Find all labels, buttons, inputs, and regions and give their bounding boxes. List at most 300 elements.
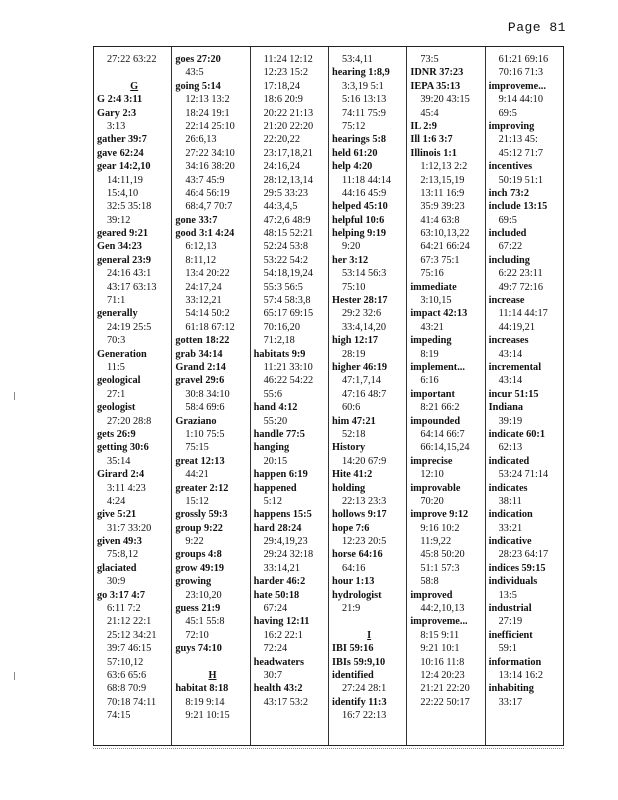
index-term: imprecise: [410, 455, 453, 467]
index-reference: 63:6 65:6: [107, 669, 147, 681]
index-reference: 53:22 54:2: [263, 254, 308, 266]
index-reference: 27:22 34:10: [185, 147, 235, 159]
index-term: gave 62:24: [97, 147, 144, 159]
index-reference: 5:12: [263, 495, 282, 507]
index-term: happens 15:5: [253, 509, 312, 521]
index-reference: 45:4: [420, 107, 439, 119]
index-term: hope 7:6: [331, 522, 370, 534]
footer-rule: [93, 748, 564, 749]
index-term: Hester 28:17: [331, 295, 388, 307]
index-reference: 14:11,19: [107, 174, 143, 186]
index-reference: 75:16: [420, 268, 444, 280]
index-term: indicate 60:1: [488, 428, 545, 440]
index-term: Ill 1:6 3:7: [410, 134, 453, 146]
index-column-2: [172, 47, 250, 745]
index-term: Gen 34:23: [97, 241, 142, 253]
margin-mark-bottom: [14, 672, 21, 680]
index-reference: 12:13 13:2: [185, 94, 230, 106]
index-reference: 22:22 50:17: [420, 696, 470, 708]
index-term: geared 9:21: [97, 228, 148, 240]
index-reference: 27:24 28:1: [341, 683, 387, 695]
index-term: geologist: [97, 402, 136, 414]
index-reference: 52:24 53:8: [263, 241, 308, 253]
index-reference: 27:1: [107, 388, 126, 400]
index-term: hollows 9:17: [331, 509, 387, 521]
index-term: guys 74:10: [175, 643, 222, 655]
margin-mark-top: [14, 392, 21, 400]
index-reference: 18:6 20:9: [263, 94, 303, 106]
index-term: History: [331, 442, 366, 454]
index-reference: 17:18,24: [263, 80, 300, 92]
index-term: her 3:12: [331, 254, 369, 266]
index-term: IDNR 37:23: [410, 67, 464, 79]
index-reference: 63:10,13,22: [420, 228, 470, 240]
index-reference: 44:2,10,13: [420, 603, 465, 615]
index-term: held 61:20: [331, 147, 378, 159]
index-reference: 67:24: [263, 603, 288, 615]
index-reference: 30:9: [107, 576, 126, 588]
index-reference: 41:4 63:8: [420, 214, 460, 226]
spacer: [97, 66, 171, 79]
index-reference: 13:11 16:9: [420, 187, 465, 199]
index-term: great 12:13: [175, 455, 225, 467]
index-reference: 47:1,7,14: [341, 375, 381, 387]
index-reference: 72:10: [185, 629, 209, 641]
word-index-table: [93, 46, 564, 746]
index-reference: 27:20 28:8: [107, 415, 152, 427]
index-term: indication: [488, 509, 533, 521]
index-term: indicates: [488, 482, 528, 494]
index-term: IBIs 59:9,10: [331, 656, 386, 668]
index-reference: 43:17 53:2: [263, 696, 308, 708]
index-reference: 70:3: [107, 335, 126, 347]
index-reference: 24:17,24: [185, 281, 222, 293]
index-reference: 5:16 13:13: [341, 94, 387, 106]
index-column-6: [486, 47, 563, 745]
index-reference: 2:13,15,19: [420, 174, 465, 186]
index-reference: 69:5: [498, 107, 517, 119]
index-term: indices 59:15: [488, 562, 546, 574]
index-reference: 20:15: [263, 455, 288, 467]
index-reference: 39:7 46:15: [107, 643, 152, 655]
index-term: inefficient: [488, 629, 533, 641]
index-term: Indiana: [488, 402, 523, 414]
index-term: hour 1:13: [331, 576, 375, 588]
index-reference: 8:11,12: [185, 254, 217, 266]
index-term: increases: [488, 335, 529, 347]
index-term: headwaters: [253, 656, 304, 668]
index-term: horse 64:16: [331, 549, 383, 561]
index-reference: 11:14 44:17: [498, 308, 548, 320]
index-reference: 9:20: [341, 241, 361, 253]
index-reference: 58:4 69:6: [185, 402, 225, 414]
index-term: growing: [175, 576, 212, 588]
index-reference: 55:6: [263, 388, 282, 400]
index-reference: 3:3,19 5:1: [341, 80, 384, 92]
index-term: helpful 10:6: [331, 214, 385, 226]
index-reference: 21:20 22:20: [263, 120, 314, 132]
index-term: gets 26:9: [97, 428, 136, 440]
index-reference: 33:12,21: [185, 295, 222, 307]
index-term: Grand 2:14: [175, 361, 226, 373]
index-reference: 27:22 63:22: [107, 54, 157, 65]
index-term: improvable: [410, 482, 461, 494]
index-reference: 9:22: [185, 536, 204, 548]
index-reference: 13:4 20:22: [185, 268, 230, 280]
index-reference: 4:24: [107, 495, 126, 507]
index-term: holding: [331, 482, 366, 494]
index-reference: 35:9 39:23: [420, 201, 465, 213]
index-reference: 1:10 75:5: [185, 428, 225, 440]
index-term: impeding: [410, 335, 452, 347]
index-term: Gary 2:3: [97, 107, 137, 119]
index-reference: 39:19: [498, 415, 523, 427]
index-term: geological: [97, 375, 141, 387]
index-reference: 13:5: [498, 589, 517, 601]
index-term: industrial: [488, 603, 532, 615]
index-term: impact 42:13: [410, 308, 468, 320]
index-term: individuals: [488, 576, 538, 588]
index-term: implement...: [410, 361, 465, 373]
index-term: IBI 59:16: [331, 643, 374, 655]
index-reference: 64:14 66:7: [420, 428, 465, 440]
index-reference: 12:4 20:23: [420, 669, 465, 681]
index-reference: 33:4,14,20: [341, 321, 387, 333]
index-term: help 4:20: [331, 161, 373, 173]
index-reference: 53:4,11: [341, 54, 373, 65]
index-reference: 6:12,13: [185, 241, 217, 253]
index-term: grab 34:14: [175, 348, 223, 360]
index-term: IL 2:9: [410, 120, 437, 132]
index-term: happen 6:19: [253, 469, 308, 481]
index-term: hydrologist: [331, 589, 382, 601]
section-letter: [332, 629, 406, 642]
index-term: including: [488, 254, 530, 266]
index-term: IEPA 35:13: [410, 80, 461, 92]
index-reference: 16:7 22:13: [341, 710, 387, 722]
index-column-4: [329, 47, 407, 745]
page-number: Page 81: [507, 20, 566, 35]
index-term: indicative: [488, 536, 532, 548]
index-term: incentives: [488, 161, 533, 173]
index-term: health 43:2: [253, 683, 303, 695]
index-column-5: [407, 47, 485, 745]
index-reference: 33:21: [498, 522, 523, 534]
index-term: improveme...: [410, 616, 468, 628]
index-reference: 3:10,15: [420, 295, 452, 307]
index-reference: 28:19: [341, 348, 366, 360]
index-reference: 70:20: [420, 495, 444, 507]
index-reference: 28:23 64:17: [498, 549, 549, 561]
index-reference: 54:18,19,24: [263, 268, 313, 280]
index-term: gear 14:2,10: [97, 161, 151, 173]
index-reference: 12:10: [420, 469, 444, 481]
index-reference: 21:21 22:20: [420, 683, 470, 695]
index-term: Illinois 1:1: [410, 147, 457, 159]
index-term: helping 9:19: [331, 228, 387, 240]
index-reference: 75:12: [341, 120, 366, 132]
index-reference: 68:8 70:9: [107, 683, 147, 695]
index-term: grow 49:19: [175, 562, 225, 574]
index-reference: 66:14,15,24: [420, 442, 470, 454]
index-reference: 32:5 35:18: [107, 201, 152, 213]
index-reference: 29:24 32:18: [263, 549, 314, 561]
index-term: identified: [331, 669, 374, 681]
index-reference: 11:5: [107, 361, 125, 373]
index-reference: 43:14: [498, 375, 523, 387]
index-term: hearing 1:8,9: [331, 67, 390, 79]
index-term: improveme...: [488, 80, 546, 92]
index-reference: 20:22 21:13: [263, 107, 314, 119]
index-reference: 58:8: [420, 576, 439, 588]
index-term: gravel 29:6: [175, 375, 225, 387]
index-term: immediate: [410, 281, 457, 293]
index-term: include 13:15: [488, 201, 548, 213]
index-reference: 55:3 56:5: [263, 281, 303, 293]
index-reference: 62:13: [498, 442, 523, 454]
index-term: included: [488, 228, 527, 240]
index-term: Hite 41:2: [331, 469, 373, 481]
index-reference: 18:24 19:1: [185, 107, 230, 119]
index-reference: 49:7 72:16: [498, 281, 543, 293]
index-term: going 5:14: [175, 80, 221, 92]
index-reference: 67:3 75:1: [420, 254, 460, 266]
index-term: inch 73:2: [488, 187, 529, 199]
index-reference: 51:1 57:3: [420, 562, 460, 574]
index-reference: 39:12: [107, 214, 131, 226]
index-reference: 8:19: [420, 348, 439, 360]
index-reference: 12:23 20:5: [341, 536, 387, 548]
index-term: group 9:22: [175, 522, 223, 534]
index-reference: 8:21 66:2: [420, 402, 460, 414]
index-reference: 46:22 54:22: [263, 375, 314, 387]
index-reference: 14:20 67:9: [341, 455, 387, 467]
index-term: higher 46:19: [331, 361, 387, 373]
index-term: improve 9:12: [410, 509, 469, 521]
index-term: habitats 9:9: [253, 348, 306, 360]
index-reference: 23:10,20: [185, 589, 222, 601]
index-reference: 21:13 45:: [498, 134, 538, 146]
index-reference: 46:4 56:19: [185, 187, 230, 199]
index-term: happened: [253, 482, 297, 494]
index-reference: 71:1: [107, 295, 126, 307]
index-reference: 60:6: [341, 402, 361, 414]
index-reference: 33:14,21: [263, 562, 300, 574]
index-reference: 39:20 43:15: [420, 94, 470, 106]
index-column-1: [94, 47, 172, 745]
index-reference: 65:17 69:15: [263, 308, 314, 320]
index-term: incremental: [488, 361, 542, 373]
index-reference: 22:20,22: [263, 134, 300, 146]
index-reference: 64:21 66:24: [420, 241, 470, 253]
index-reference: 67:22: [498, 241, 523, 253]
index-column-3: [251, 47, 329, 745]
index-reference: 59:1: [498, 643, 517, 655]
index-term: improving: [488, 120, 535, 132]
index-reference: 72:24: [263, 643, 288, 655]
index-term: hate 50:18: [253, 589, 300, 601]
index-reference: 45:1 55:8: [185, 616, 225, 628]
index-term: improved: [410, 589, 453, 601]
index-term: increase: [488, 295, 525, 307]
index-reference: 53:24 71:14: [498, 469, 549, 481]
index-term: high 12:17: [331, 335, 379, 347]
index-reference: 57:4 58:3,8: [263, 295, 311, 307]
index-term: helped 45:10: [331, 201, 388, 213]
index-reference: 30:7: [263, 669, 282, 681]
index-reference: 24:16 43:1: [107, 268, 152, 280]
index-term: G 2:4 3:11: [97, 94, 143, 106]
index-reference: 55:20: [263, 415, 288, 427]
index-reference: 52:18: [341, 428, 366, 440]
section-letter-text: H: [208, 669, 217, 681]
index-reference: 43:21: [420, 321, 444, 333]
index-reference: 29:2 32:6: [341, 308, 382, 320]
index-reference: 9:16 10:2: [420, 522, 460, 534]
index-reference: 9:14 44:10: [498, 94, 543, 106]
index-reference: 27:19: [498, 616, 523, 628]
index-reference: 53:14 56:3: [341, 268, 387, 280]
index-reference: 24:19 25:5: [107, 321, 152, 333]
index-reference: 54:14 50:2: [185, 308, 230, 320]
index-term: information: [488, 656, 542, 668]
index-reference: 34:16 38:20: [185, 161, 235, 173]
index-term: go 3:17 4:7: [97, 589, 146, 601]
index-reference: 11:21 33:10: [263, 361, 313, 373]
index-reference: 70:16,20: [263, 321, 300, 333]
index-reference: 44:3,4,5: [263, 201, 298, 213]
index-reference: 21:12 22:1: [107, 616, 152, 628]
index-reference: 71:2,18: [263, 335, 295, 347]
index-reference: 11:18 44:14: [341, 174, 392, 186]
index-reference: 57:10,12: [107, 656, 144, 668]
index-term: him 47:21: [331, 415, 376, 427]
index-term: habitat 8:18: [175, 683, 229, 695]
index-reference: 73:5: [420, 54, 439, 65]
index-reference: 75:8,12: [107, 549, 139, 561]
index-term: Graziano: [175, 415, 217, 427]
index-reference: 21:9: [341, 603, 361, 615]
index-reference: 70:18 74:11: [107, 696, 157, 708]
index-reference: 44:19,21: [498, 321, 535, 333]
index-reference: 45:8 50:20: [420, 549, 465, 561]
index-term: Generation: [97, 348, 147, 360]
spacer: [175, 656, 249, 669]
index-term: inhabiting: [488, 683, 534, 695]
index-term: indicated: [488, 455, 530, 467]
index-reference: 44:16 45:9: [341, 187, 387, 199]
index-reference: 74:11 75:9: [341, 107, 386, 119]
index-reference: 22:14 25:10: [185, 120, 235, 132]
index-reference: 64:16: [341, 562, 366, 574]
section-letter: [97, 80, 171, 93]
index-reference: 43:14: [498, 348, 523, 360]
index-reference: 15:12: [185, 495, 209, 507]
index-reference: 33:17: [498, 696, 523, 708]
index-reference: 28:12,13,14: [263, 174, 313, 186]
index-reference: 23:17,18,21: [263, 147, 313, 159]
index-term: harder 46:2: [253, 576, 306, 588]
index-reference: 3:11 4:23: [107, 482, 146, 494]
index-reference: 22:13 23:3: [341, 495, 387, 507]
index-reference: 43:17 63:13: [107, 281, 157, 293]
section-letter-text: I: [367, 629, 372, 641]
index-reference: 30:8 34:10: [185, 388, 230, 400]
index-reference: 15:4,10: [107, 187, 139, 199]
index-reference: 12:23 15:2: [263, 67, 308, 79]
index-reference: 9:21 10:1: [420, 643, 460, 655]
index-reference: 47:16 48:7: [341, 388, 387, 400]
index-term: incur 51:15: [488, 388, 539, 400]
index-reference: 26:6,13: [185, 134, 217, 146]
index-term: glaciated: [97, 562, 137, 574]
index-reference: 1:12,13 2:2: [420, 161, 468, 173]
index-term: Girard 2:4: [97, 469, 145, 481]
index-reference: 29:5 33:23: [263, 187, 308, 199]
index-term: given 49:3: [97, 536, 142, 548]
index-reference: 68:4,7 70:7: [185, 201, 233, 213]
index-term: identify 11:3: [331, 696, 387, 708]
index-term: guess 21:9: [175, 603, 221, 615]
index-reference: 35:14: [107, 455, 131, 467]
index-reference: 75:10: [341, 281, 366, 293]
index-reference: 69:5: [498, 214, 517, 226]
index-term: grossly 59:3: [175, 509, 228, 521]
index-term: having 12:11: [253, 616, 310, 628]
index-reference: 8:19 9:14: [185, 696, 225, 708]
index-term: important: [410, 388, 455, 400]
section-letter-text: G: [130, 80, 139, 92]
index-term: good 3:1 4:24: [175, 228, 235, 240]
index-term: impounded: [410, 415, 461, 427]
index-term: getting 30:6: [97, 442, 149, 454]
index-reference: 43:7 45:9: [185, 174, 225, 186]
index-term: goes 27:20: [175, 54, 221, 65]
index-reference: 6:16: [420, 375, 439, 387]
index-term: generally: [97, 308, 138, 320]
index-reference: 38:11: [498, 495, 522, 507]
section-letter: [175, 669, 249, 682]
index-reference: 61:21 69:16: [498, 54, 549, 65]
index-reference: 13:14 16:2: [498, 669, 543, 681]
index-term: hard 28:24: [253, 522, 302, 534]
index-reference: 16:2 22:1: [263, 629, 303, 641]
index-reference: 9:21 10:15: [185, 710, 230, 722]
index-term: gotten 18:22: [175, 335, 230, 347]
index-reference: 10:16 11:8: [420, 656, 465, 668]
index-term: give 5:21: [97, 509, 137, 521]
index-term: greater 2:12: [175, 482, 229, 494]
index-reference: 43:5: [185, 67, 204, 79]
index-reference: 29:4,19,23: [263, 536, 308, 548]
index-reference: 25:12 34:21: [107, 629, 157, 641]
index-term: gather 39:7: [97, 134, 147, 146]
index-reference: 8:15 9:11: [420, 629, 460, 641]
index-reference: 11:24 12:12: [263, 54, 313, 65]
index-reference: 3:13: [107, 120, 126, 132]
index-term: hearings 5:8: [331, 134, 387, 146]
index-term: groups 4:8: [175, 549, 222, 561]
spacer: [332, 615, 406, 628]
index-reference: 6:22 23:11: [498, 268, 543, 280]
index-reference: 6:11 7:2: [107, 603, 141, 615]
index-term: gone 33:7: [175, 214, 218, 226]
index-reference: 45:12 71:7: [498, 147, 543, 159]
index-reference: 50:19 51:1: [498, 174, 543, 186]
index-reference: 47:2,6 48:9: [263, 214, 311, 226]
index-reference: 11:9,22: [420, 536, 452, 548]
index-term: hanging: [253, 442, 290, 454]
